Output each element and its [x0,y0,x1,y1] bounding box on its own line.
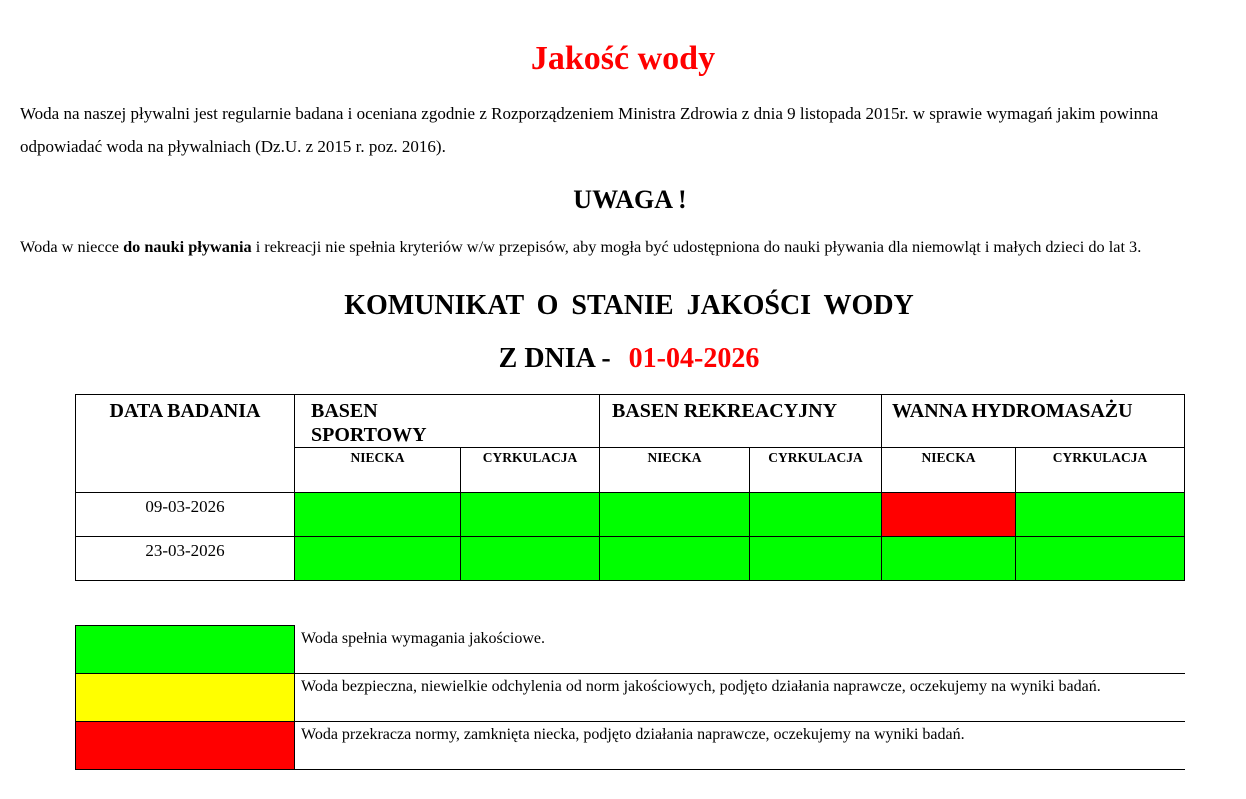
warning-heading: UWAGA ! [573,185,687,214]
legend-text: Woda przekracza normy, zamknięta niecka, podjęto działania naprawcze, oczekujemy na wyniki badań. [295,721,1185,769]
subheader-cyrkulacja: CYRKULACJA [461,448,600,493]
status-cell [461,493,600,537]
subheader-niecka: NIECKA [600,448,750,493]
header-date: DATA BADANIA [76,395,295,493]
status-cell [461,537,600,581]
legend-row [76,626,1185,674]
status-cell [1016,493,1185,537]
table-row [76,493,1185,537]
status-cell [600,493,750,537]
report-date-label: Z DNIA - [498,343,611,374]
intro-paragraph: Woda na naszej pływalni jest regularnie badana i oceniana zgodnie z Rozporządzeniem Ministra Zdrowia z dnia 9 listopada 2015r. w sprawie wymagań jakim powinna odpowiadać woda na pływalniach (Dz.U. z 2015 r. poz. 2016). [20,104,1159,156]
table-row [76,537,1185,581]
report-heading: KOMUNIKAT O STANIE JAKOŚCI WODY [344,290,914,321]
status-cell [882,493,1016,537]
page-title: Jakość wody [530,40,716,77]
header-recreation-pool: BASEN REKREACYJNY [600,395,882,448]
legend-swatch [76,673,295,721]
warning-text-start: Woda w niecce [20,237,124,256]
status-cell [295,537,461,581]
legend-swatch [76,721,295,769]
warning-text-bold: do nauki pływania [123,237,252,256]
header-sport-pool: BASEN SPORTOWY [295,395,600,448]
legend-swatch [76,626,295,674]
status-cell [600,537,750,581]
subheader-cyrkulacja: CYRKULACJA [750,448,882,493]
legend-text: Woda bezpieczna, niewielkie odchylenia od norm jakościowych, podjęto działania naprawcze, oczekujemy na wyniki badań. [295,673,1185,721]
status-cell [1016,537,1185,581]
report-date-heading [0,343,1246,375]
legend-row [76,673,1185,721]
legend-row [76,721,1185,769]
water-quality-table [75,394,1185,581]
status-cell [295,493,461,537]
warning-text-end: i rekreacji nie spełnia kryteriów w/w przepisów, aby mogła być udostępniona do nauki pływania dla niemowląt i małych dzieci do lat 3. [251,237,1142,256]
legend-table [75,625,1185,770]
report-date-value: 01-04-2026 [628,343,760,374]
legend-text: Woda spełnia wymagania jakościowe. [295,626,1185,674]
warning-text [20,237,1240,257]
status-cell [750,493,882,537]
subheader-cyrkulacja: CYRKULACJA [1016,448,1185,493]
subheader-niecka: NIECKA [295,448,461,493]
subheader-niecka: NIECKA [882,448,1016,493]
status-cell [882,537,1016,581]
row-date: 23-03-2026 [76,537,295,581]
header-hydromassage: WANNA HYDROMASAŻU [882,395,1185,448]
status-cell [750,537,882,581]
row-date: 09-03-2026 [76,493,295,537]
